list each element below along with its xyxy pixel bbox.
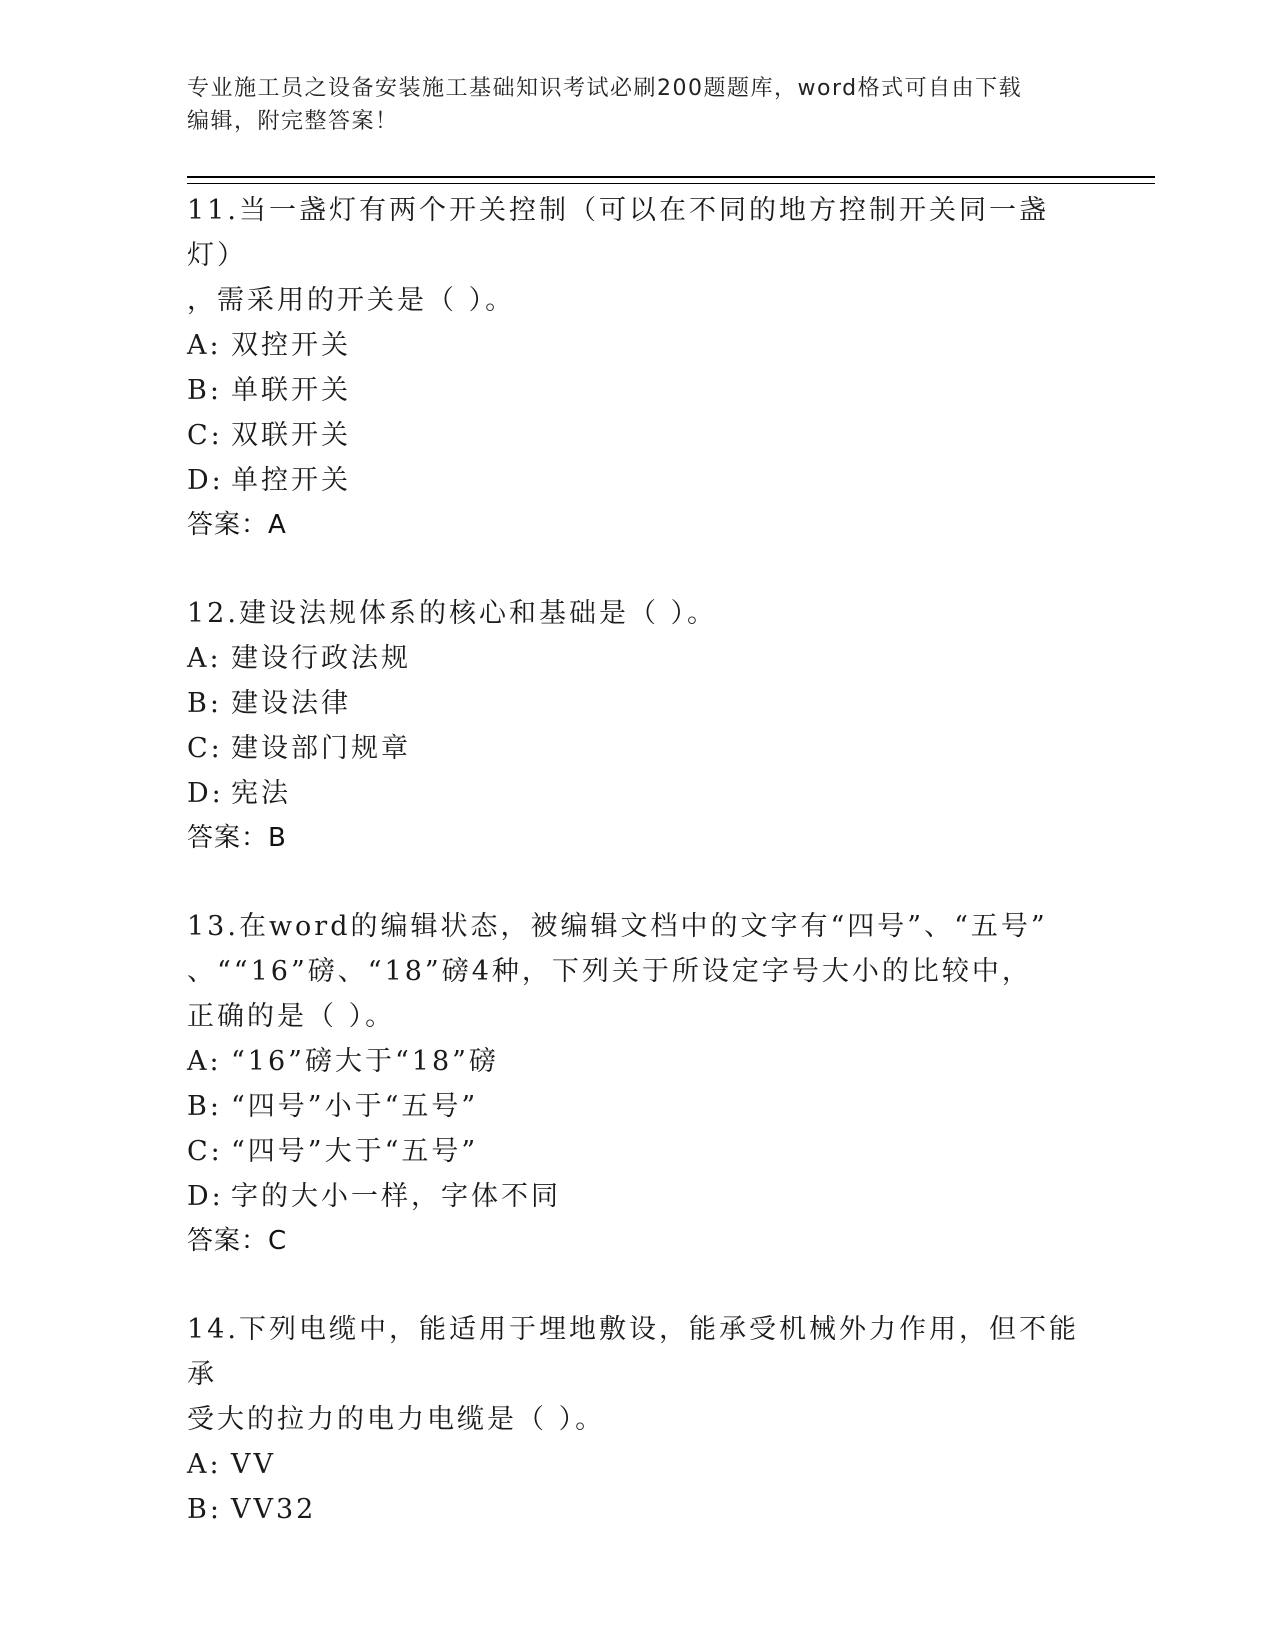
option-a — [187, 636, 1087, 681]
answer-line: 答案：A — [187, 510, 287, 540]
option-text: 建设部门规章 — [231, 733, 411, 764]
question-stem: 受大的拉力的电力电缆是（ ）。 — [187, 1404, 606, 1435]
option-text: 建设行政法规 — [231, 643, 411, 674]
option-d — [187, 1174, 1087, 1219]
option-b — [187, 368, 1087, 413]
option-a — [187, 1039, 1087, 1084]
header-divider-thick — [187, 176, 1155, 178]
question-stem: 11.当一盏灯有两个开关控制（可以在不同的地方控制开关同一盏灯） — [187, 195, 1049, 271]
question-14 — [187, 1307, 1087, 1532]
option-a — [187, 323, 1087, 368]
option-letter: B: — [187, 1091, 222, 1122]
option-letter: D: — [187, 465, 224, 496]
question-stem: 12.建设法规体系的核心和基础是（ ）。 — [187, 598, 718, 629]
option-text: 双联开关 — [231, 420, 351, 451]
option-d — [187, 771, 1087, 816]
option-letter: C: — [187, 420, 223, 451]
option-b — [187, 1487, 1087, 1532]
option-c — [187, 413, 1087, 458]
option-text: 双控开关 — [231, 330, 351, 361]
option-text: VV — [231, 1449, 276, 1480]
option-text: “四号”小于“五号” — [231, 1091, 479, 1122]
option-text: 建设法律 — [231, 688, 351, 719]
option-text: “四号”大于“五号” — [231, 1136, 479, 1167]
option-letter: B: — [187, 1494, 222, 1525]
option-letter: D: — [187, 778, 224, 809]
option-c — [187, 726, 1087, 771]
option-letter: B: — [187, 375, 222, 406]
question-stem: 14.下列电缆中，能适用于埋地敷设，能承受机械外力作用，但不能承 — [187, 1314, 1079, 1390]
question-12 — [187, 591, 1087, 861]
option-letter: C: — [187, 733, 223, 764]
answer-line: 答案：C — [187, 1226, 288, 1256]
option-c — [187, 1129, 1087, 1174]
question-13 — [187, 904, 1087, 1264]
option-letter: D: — [187, 1181, 224, 1212]
option-text: 宪法 — [231, 778, 291, 809]
option-text: 单联开关 — [231, 375, 351, 406]
option-letter: A: — [187, 330, 222, 361]
option-text: VV32 — [231, 1494, 317, 1525]
option-letter: A: — [187, 1046, 222, 1077]
option-text: 字的大小一样，字体不同 — [231, 1181, 561, 1212]
option-letter: A: — [187, 643, 222, 674]
document-header — [187, 72, 1067, 138]
question-stem: 、““16”磅、“18”磅4种，下列关于所设定字号大小的比较中， — [187, 956, 1032, 987]
option-text: 单控开关 — [231, 465, 351, 496]
question-stem: 正确的是（ ）。 — [187, 1001, 396, 1032]
option-b — [187, 1084, 1087, 1129]
option-d — [187, 458, 1087, 503]
option-text: “16”磅大于“18”磅 — [231, 1046, 499, 1077]
option-b — [187, 681, 1087, 726]
question-stem: ，需采用的开关是（ ）。 — [187, 285, 516, 316]
option-letter: A: — [187, 1449, 222, 1480]
option-letter: C: — [187, 1136, 223, 1167]
option-a — [187, 1442, 1087, 1487]
option-letter: B: — [187, 688, 222, 719]
answer-line: 答案：B — [187, 823, 287, 853]
question-stem: 13.在word的编辑状态，被编辑文档中的文字有“四号”、“五号” — [187, 911, 1048, 942]
header-divider-thin — [187, 183, 1155, 184]
question-list — [187, 188, 1087, 1575]
header-line-1: 专业施工员之设备安装施工基础知识考试必刷200题题库，word格式可自由下载 — [187, 76, 1023, 101]
question-11 — [187, 188, 1087, 548]
header-line-2: 编辑，附完整答案！ — [187, 109, 399, 134]
